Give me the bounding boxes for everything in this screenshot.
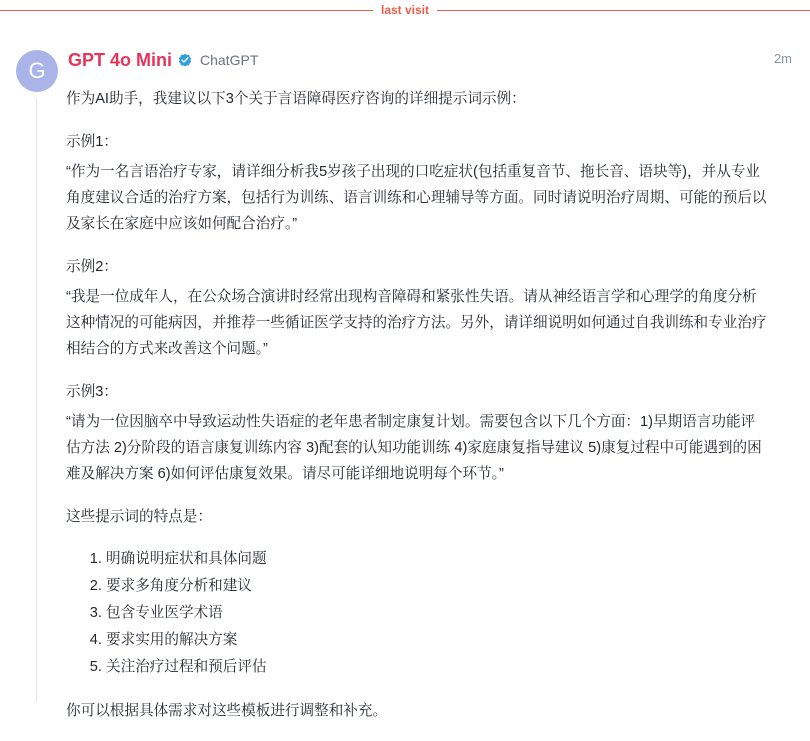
message-body xyxy=(66,86,768,741)
features-heading: 这些提示词的特点是： xyxy=(66,509,212,525)
thread-line xyxy=(36,98,37,702)
bot-tag: ChatGPT xyxy=(200,52,259,68)
verified-badge-icon xyxy=(178,53,192,67)
example-2-text: “我是一位成年人，在公众场合演讲时经常出现构音障碍和紧张性失语。请从神经语言学和心理学的角度分析这种情况的可能病因，并推荐一些循证医学支持的治疗方法。另外，请详细说明如何通过自我训练和专业治疗相结合的方式来改善这个问题。” xyxy=(66,289,767,357)
example-2-label: 示例2： xyxy=(66,259,118,275)
example-3-label: 示例3： xyxy=(66,384,118,400)
last-visit-divider xyxy=(0,0,810,20)
message-container[interactable] xyxy=(0,20,810,719)
example-1-text: “作为一名言语治疗专家，请详细分析我5岁孩子出现的口吃症状(包括重复音节、拖长音、语块等)，并从专业角度建议合适的治疗方案，包括行为训练、语言训练和心理辅导等方面。同时请说明治疗周期、可能的预后以及家长在家庭中应该如何配合治疗。” xyxy=(66,164,767,232)
list-item: 1. 明确说明症状和具体问题 xyxy=(106,547,768,572)
message-header xyxy=(68,48,794,72)
example-1-label: 示例1： xyxy=(66,134,118,150)
avatar[interactable]: G xyxy=(16,50,58,92)
sender-name[interactable]: GPT 4o Mini xyxy=(68,49,173,70)
list-item: 5. 关注治疗过程和预后评估 xyxy=(106,655,768,680)
last-visit-label: last visit xyxy=(373,0,437,20)
list-item: 4. 要求实用的解决方案 xyxy=(106,628,768,653)
features-list xyxy=(66,547,768,680)
list-item: 3. 包含专业医学术语 xyxy=(106,601,768,626)
list-item: 2. 要求多角度分析和建议 xyxy=(106,574,768,599)
message-timestamp: 2m xyxy=(773,51,792,66)
closing-paragraph: 你可以根据具体需求对这些模板进行调整和补充。 xyxy=(66,703,388,719)
example-3-text: “请为一位因脑卒中导致运动性失语症的老年患者制定康复计划。需要包含以下几个方面：1)早期语言功能评估方法 2)分阶段的语言康复训练内容 3)配套的认知功能训练 4)家庭康复指导建议 5)康复过程中可能遇到的困难及解决方案 6)如何评估康复效果。请尽可能详细地说明每个环节。” xyxy=(66,414,762,482)
intro-paragraph: 作为AI助手，我建议以下3个关于言语障碍医疗咨询的详细提示词示例： xyxy=(66,91,526,107)
